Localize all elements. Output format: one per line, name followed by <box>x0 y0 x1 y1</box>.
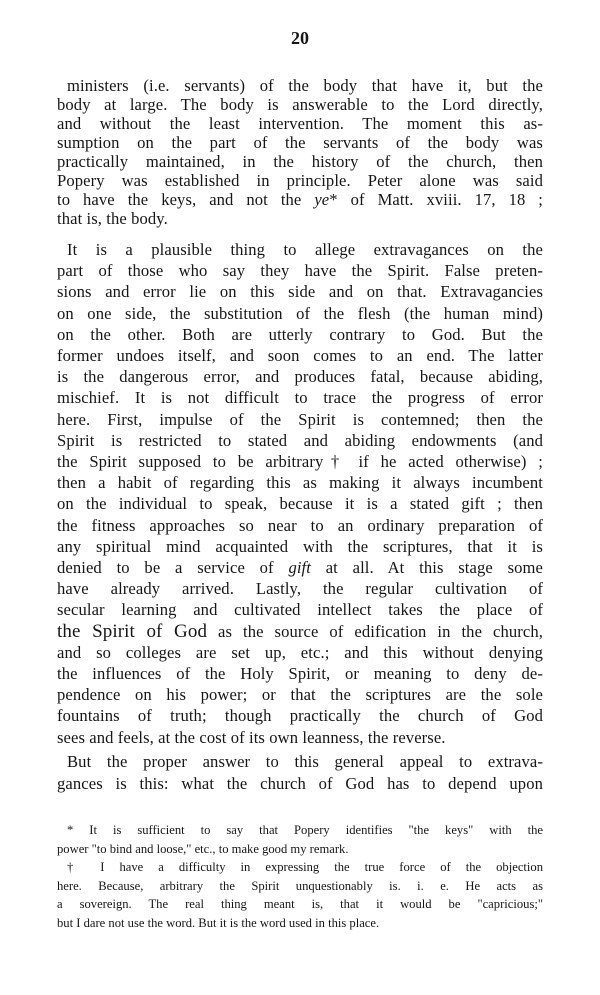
text-segment: on the other. Both are utterly contrary to God. But the <box>57 324 543 344</box>
italic-text: gift <box>288 558 311 577</box>
text-line <box>57 95 543 115</box>
text-segment: It is a plausible thing to allege extravagances on the <box>67 240 543 259</box>
text-line <box>57 152 543 172</box>
text-line <box>57 133 543 153</box>
text-line <box>57 622 543 642</box>
text-line <box>57 171 543 191</box>
text-line <box>57 685 543 705</box>
text-line <box>57 473 543 493</box>
text-segment: secular learning and cultivated intellect takes the place of <box>57 600 543 620</box>
text-line <box>57 643 543 663</box>
text-line <box>57 431 543 451</box>
text-segment: gances is this: what the church of God has to depend upon <box>57 773 543 793</box>
footnote-line: here. Because, arbitrary the Spirit unquestionably is. i. e. He acts as <box>57 878 543 893</box>
text-segment: to have the keys, and not the <box>57 190 315 209</box>
footnote-line: power "to bind and loose," etc., to make good my remark. <box>57 841 349 856</box>
text-line <box>67 76 543 96</box>
text-line <box>57 190 543 210</box>
text-line <box>57 325 543 345</box>
text-line <box>67 240 543 260</box>
text-segment: former undoes itself, and soon comes to an end. The latter <box>57 346 543 365</box>
text-line <box>57 664 543 684</box>
text-line <box>57 346 543 366</box>
text-segment: sions and error lie on this side and on that. Extravagancies <box>57 282 543 302</box>
text-line <box>57 706 543 726</box>
text-segment: pendence on his power; or that the scriptures are the sole <box>57 685 543 705</box>
text-segment: the Spirit supposed to be arbitrary† if he acted otherwise) ; <box>57 452 543 471</box>
text-segment: here. First, impulse of the Spirit is contemned; then the <box>57 409 543 429</box>
text-segment: But the proper answer to this general appeal to extrava- <box>67 752 543 771</box>
text-segment: sees and feels, at the cost of its own leanness, the reverse. <box>57 727 446 747</box>
text-segment: practically maintained, in the history of the church, then <box>57 152 543 171</box>
text-line <box>57 728 543 748</box>
italic-text: ye <box>314 190 330 209</box>
text-segment: mischief. It is not difficult to trace the progress of error <box>57 388 543 408</box>
text-line <box>57 579 543 599</box>
text-segment: is the dangerous error, and produces fatal, because abiding, <box>57 367 543 387</box>
footnote-line: a sovereign. The real thing meant is, that it would be "capricious;" <box>57 897 543 911</box>
text-line <box>57 114 543 134</box>
text-segment: part of those who say they have the Spirit. False preten- <box>57 261 543 281</box>
text-line <box>57 516 543 536</box>
text-segment: the fitness approaches so near to an ordinary preparation of <box>57 515 543 535</box>
text-line <box>57 494 543 514</box>
text-line <box>57 452 543 472</box>
footnote-line: * It is sufficient to say that Popery identifies "the keys" with the <box>67 823 543 837</box>
text-segment: the Spirit of God <box>57 620 208 642</box>
text-segment: then a habit of regarding this as making it always incumbent <box>57 473 543 493</box>
text-line <box>57 367 543 387</box>
text-segment: that is, the body. <box>57 209 168 228</box>
text-line <box>57 388 543 408</box>
text-segment: Popery was established in principle. Peter alone was said <box>57 171 543 190</box>
text-line <box>57 600 543 620</box>
text-line <box>57 304 543 324</box>
text-segment: at all. At this stage some <box>310 558 544 577</box>
text-segment: have already arrived. Lastly, the regular cultivation of <box>57 579 543 599</box>
text-segment: fountains of truth; though practically the church of God <box>57 706 543 726</box>
text-line <box>57 558 543 578</box>
text-segment: and so colleges are set up, etc.; and this without denying <box>57 642 543 662</box>
page-number: 20 <box>291 28 309 48</box>
text-segment: on one side, the substitution of the flesh (the human mind) <box>57 303 543 323</box>
text-line <box>57 209 543 229</box>
text-line <box>57 261 543 281</box>
text-line <box>57 774 543 794</box>
text-segment: denied to be a service of <box>57 558 289 577</box>
text-segment: any spiritual mind acquainted with the scriptures, that it is <box>57 536 543 556</box>
footnote-line: but I dare not use the word. But it is the word used in this place. <box>57 915 380 930</box>
text-line <box>57 282 543 302</box>
text-segment: * of Matt. xviii. 17, 18 ; <box>329 190 544 209</box>
text-segment: and without the least intervention. The moment this as- <box>57 114 543 133</box>
footnote-line: † I have a difficulty in expressing the true force of the objection <box>67 860 543 874</box>
text-segment: sumption on the part of the servants of the body was <box>57 133 543 152</box>
text-segment: Spirit is restricted to stated and abiding endowments (and <box>57 430 543 450</box>
text-segment: as the source of edification in the church, <box>207 621 543 641</box>
text-line <box>57 410 543 430</box>
text-line <box>67 752 543 772</box>
text-segment: the influences of the Holy Spirit, or meaning to deny de- <box>57 664 543 683</box>
text-line <box>57 537 543 557</box>
text-segment: on the individual to speak, because it is a stated gift ; then <box>57 494 543 514</box>
text-segment: ministers (i.e. servants) of the body that have it, but the <box>67 76 543 95</box>
text-segment: body at large. The body is answerable to the Lord directly, <box>57 95 543 114</box>
